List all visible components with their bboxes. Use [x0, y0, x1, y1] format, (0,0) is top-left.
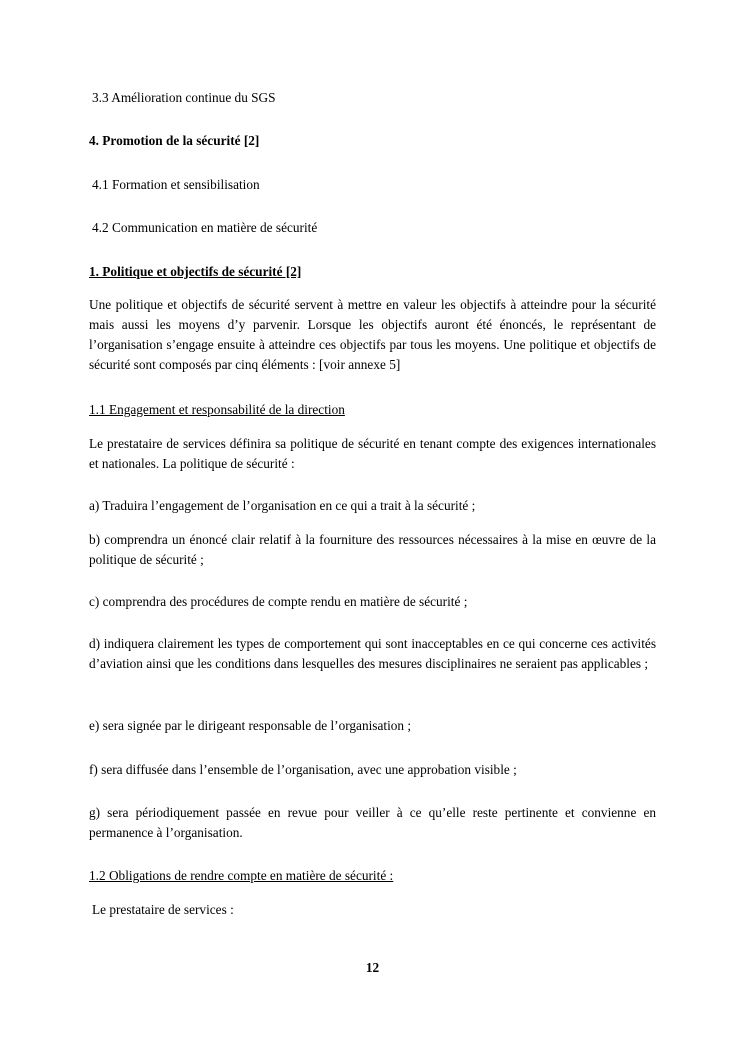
list-item-b: b) comprendra un énoncé clair relatif à la fourniture des ressources nécessaires à la mise en œuvre de la politique de sécurité ;: [89, 532, 656, 567]
toc-item-4-2: 4.2 Communication en matière de sécurité: [92, 220, 318, 235]
list-item-g: g) sera périodiquement passée en revue pour veiller à ce qu’elle reste pertinente et convienne en permanence à l’organisation.: [89, 805, 656, 840]
list-item-f: f) sera diffusée dans l’ensemble de l’organisation, avec une approbation visible ;: [89, 762, 517, 777]
list-item-c: c) comprendra des procédures de compte rendu en matière de sécurité ;: [89, 594, 468, 609]
section-1-heading: 1. Politique et objectifs de sécurité [2]: [89, 264, 302, 279]
list-item-e: e) sera signée par le dirigeant responsable de l’organisation ;: [89, 718, 412, 733]
section-1-2-heading: 1.2 Obligations de rendre compte en matière de sécurité :: [89, 868, 394, 883]
section-1-2-intro: Le prestataire de services :: [92, 902, 234, 917]
list-item-a: a) Traduira l’engagement de l’organisation en ce qui a trait à la sécurité ;: [89, 498, 476, 513]
section-1-1-intro-paragraph: Le prestataire de services définira sa politique de sécurité en tenant compte des exigences internationales et nationales. La politique de sécurité :: [89, 436, 656, 471]
section-1-1-heading: 1.1 Engagement et responsabilité de la direction: [89, 402, 345, 417]
toc-item-4-heading: 4. Promotion de la sécurité [2]: [89, 133, 260, 148]
section-1-intro-paragraph: Une politique et objectifs de sécurité servent à mettre en valeur les objectifs à atteindre pour la sécurité mais aussi les moyens d’y parvenir. Lorsque les objectifs auront été énoncés, le représentant de l’organisation s’engage ensuite à atteindre ces objectifs par tous les moyens. Une politique et objectifs de sécurité sont composés par cinq éléments : [voir annexe 5]: [89, 297, 656, 372]
toc-item-4-1: 4.1 Formation et sensibilisation: [92, 177, 260, 192]
list-item-d: d) indiquera clairement les types de comportement qui sont inacceptables en ce qui concerne ces activités d’aviation ainsi que les conditions dans lesquelles des mesures disciplinaires ne seraient pas applicables ;: [89, 636, 656, 671]
toc-item-3-3: 3.3 Amélioration continue du SGS: [92, 90, 276, 105]
page-number: 12: [365, 960, 380, 975]
